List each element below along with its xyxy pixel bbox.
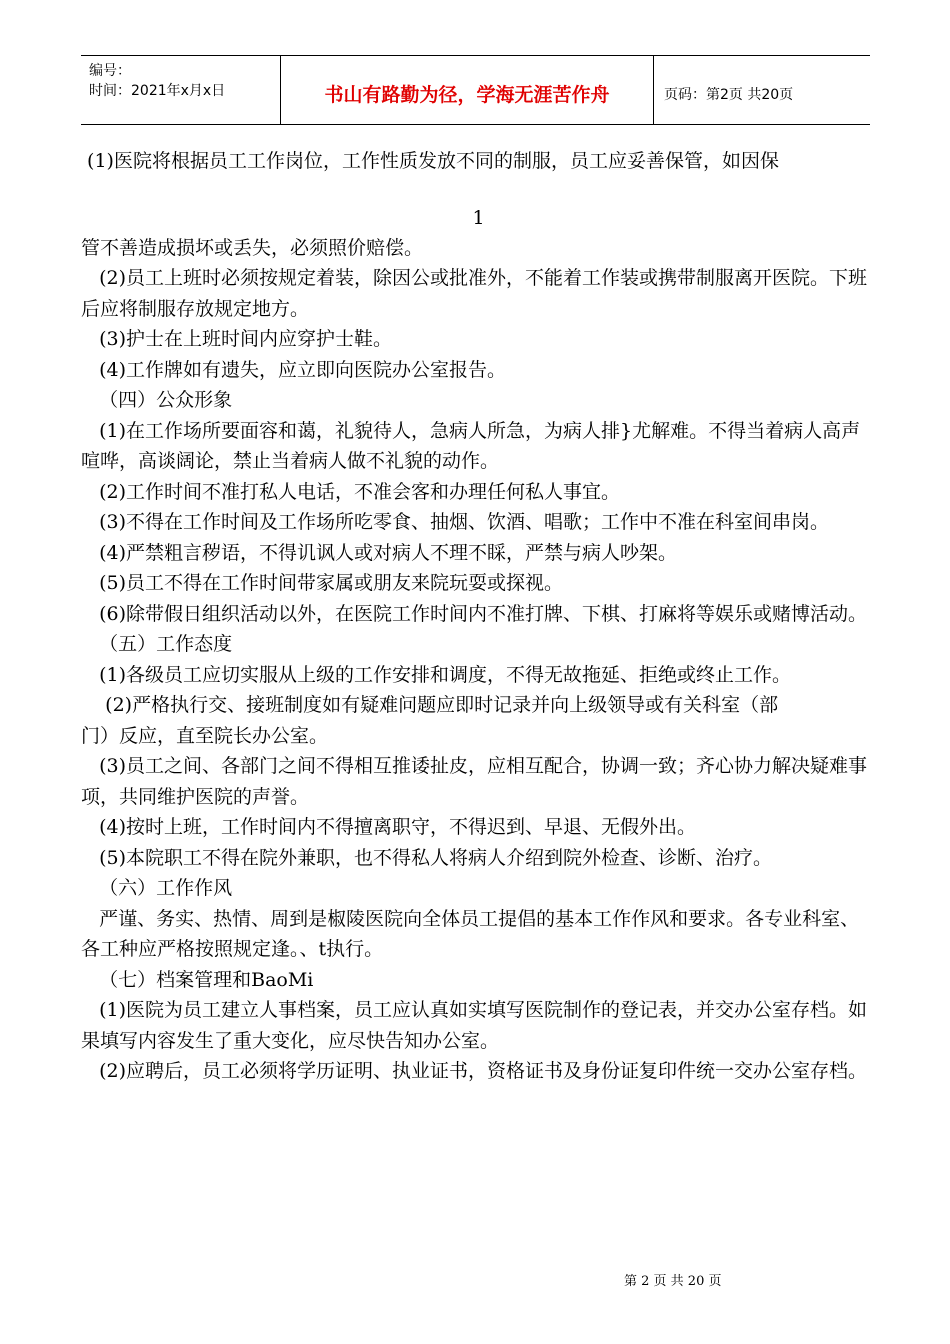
paragraph: 严谨、务实、热情、周到是椒陵医院向全体员工提倡的基本工作作风和要求。各专业科室、各工种应严格按照规定逢。、t执行。 — [81, 907, 860, 960]
header-page-cell — [654, 56, 870, 124]
section-heading: （四）公众形象 — [81, 389, 233, 411]
paragraph: 管不善造成损坏或丢失，必须照价赔偿。 — [81, 236, 424, 259]
paragraph: (1)在工作场所要面容和蔼，礼貌待人，急病人所急，为病人排}尤解难。不得当着病人高声喧哗，高谈阔论，禁止当着病人做不礼貌的动作。 — [81, 419, 861, 472]
paragraph: (1)医院为员工建立人事档案，员工应认真如实填写医院制作的登记表，并交办公室存档。如果填写内容发生了重大变化，应尽快告知办公室。 — [81, 999, 868, 1052]
paragraph: (2)严格执行交、接班制度如有疑难问题应即时记录并向上级领导或有关科室（部 — [81, 694, 779, 716]
paragraph: (3)员工之间、各部门之间不得相互推诿扯皮，应相互配合，协调一致；齐心协力解决疑难事项，共同维护医院的声誉。 — [81, 755, 868, 808]
section-heading: （七）档案管理和BaoMi — [81, 968, 314, 991]
section-heading: （六）工作作风 — [81, 877, 233, 899]
paragraph: (1)各级员工应切实服从上级的工作安排和调度，不得无故拖延、拒绝或终止工作。 — [81, 663, 792, 686]
paragraph: (4)按时上班，工作时间内不得擅离职守，不得迟到、早退、无假外出。 — [81, 816, 697, 838]
section-heading: （五）工作态度 — [81, 633, 233, 655]
document-body — [81, 146, 876, 1087]
paragraph: (3)护士在上班时间内应穿护士鞋。 — [81, 328, 393, 350]
paragraph: (5)员工不得在工作时间带家属或朋友来院玩耍或探视。 — [81, 572, 564, 594]
inline-page-number: 1 — [472, 206, 485, 229]
header-meta-cell — [81, 56, 281, 124]
document-number-label: 编号： — [89, 63, 131, 79]
header-motto-cell — [281, 56, 654, 124]
header-motto: 书山有路勤为径，学海无涯苦作舟 — [324, 84, 610, 106]
page-header — [81, 55, 870, 125]
paragraph: (3)不得在工作时间及工作场所吃零食、抽烟、饮酒、唱歌；工作中不准在科室间串岗。 — [81, 511, 830, 533]
paragraph: (4)严禁粗言秽语，不得讥讽人或对病人不理不睬，严禁与病人吵架。 — [81, 541, 678, 564]
paragraph: (6)除带假日组织活动以外，在医院工作时间内不准打牌、下棋、打麻将等娱乐或赌博活动。 — [81, 602, 868, 625]
page-footer: 第 2 页 共 20 页 — [624, 1274, 722, 1289]
header-page-info: 页码：第2页 共20页 — [664, 87, 794, 103]
paragraph: (2)工作时间不准打私人电话，不准会客和办理任何私人事宜。 — [81, 480, 621, 503]
document-date-label: 时间：2021年x月x日 — [89, 83, 226, 99]
paragraph: (4)工作牌如有遗失，应立即向医院办公室报告。 — [81, 358, 507, 381]
paragraph: (1)医院将根据员工工作岗位，工作性质发放不同的制服，员工应妥善保管，如因保 — [81, 150, 779, 172]
paragraph: (2)员工上班时必须按规定着装，除因公或批准外，不能着工作装或携带制服离开医院。下班后应将制服存放规定地方。 — [81, 267, 868, 320]
paragraph: (5)本院职工不得在院外兼职，也不得私人将病人介绍到院外检查、诊断、治疗。 — [81, 846, 773, 869]
paragraph: (2)应聘后，员工必须将学历证明、执业证书，资格证书及身份证复印件统一交办公室存档。 — [81, 1060, 868, 1082]
paragraph: 门）反应，直至院长办公室。 — [81, 724, 329, 747]
